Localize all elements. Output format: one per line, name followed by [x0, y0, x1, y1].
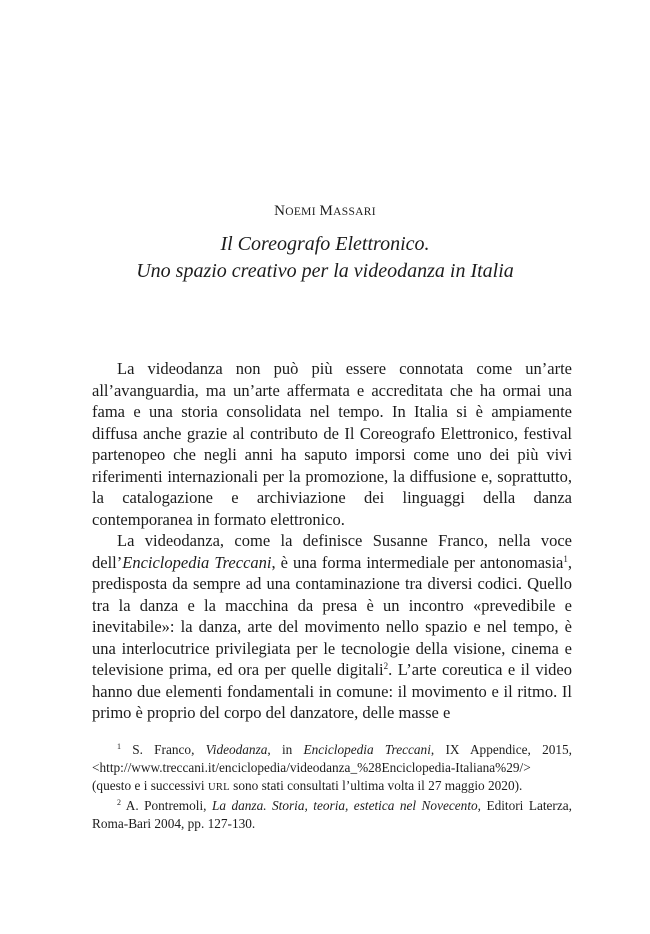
footnote-1-text-a: S. Franco, [132, 742, 206, 757]
footnote-1-url-abbrev: URL [207, 782, 230, 793]
chapter-title [0, 231, 650, 285]
footnote-1-italic-2: Enciclopedia Treccani [303, 742, 431, 757]
author-last-rest: ASSARI [333, 206, 376, 218]
paragraph-2-text-a: La videodanza, come la definisce Susanne Franco, nella voce dell’ [92, 531, 572, 572]
paragraph-2 [92, 530, 572, 724]
footnote-1-text-b: , in [267, 742, 304, 757]
footnote-2-italic: La danza. Storia, teoria, estetica nel Novecento [211, 798, 478, 813]
author-last-initial: M [319, 203, 334, 219]
footnotes [92, 741, 572, 833]
footnote-2-text-a: A. Pontremoli, [125, 798, 212, 813]
footnote-1-number: 1 [117, 742, 121, 751]
footnote-1-text-d: sono stati consultati l’ultima volta il 27 maggio 2020). [229, 778, 523, 793]
paragraph-1: La videodanza non può più essere connotata come un’arte all’avanguardia, ma un’arte affermata e accreditata che ha ormai una fama e una storia consolidata nel tempo. In Italia si è ampiamente diffusa anche grazie al contributo de Il Coreografo Elettronico, festival partenopeo che negli anni ha saputo imporsi come uno dei più vivi riferimenti internazionali per la promozione, la diffusione e, soprattutto, la catalogazione e archiviazione dei linguaggi della danza contemporanea in formato elettronico. [92, 359, 572, 529]
footnote-ref-1[interactable]: 1 [563, 553, 568, 564]
paragraph-2-text-d: . L’arte coreutica e il video hanno due elementi fondamentali in comune: il movimento e il ritmo. Il primo è proprio del corpo del danzatore, delle masse e [92, 660, 572, 722]
paragraph-2-text-b: , è una forma intermediale per antonomasia [271, 552, 564, 572]
footnote-2-text-b: , Editori Laterza, Roma-Bari 2004, pp. 127-130. [92, 798, 572, 831]
chapter-title-line-1: Il Coreografo Elettronico. [220, 233, 430, 255]
author-name [0, 203, 650, 220]
footnote-2 [92, 797, 572, 833]
footnote-1 [92, 741, 572, 797]
footnote-2-number: 2 [117, 798, 121, 807]
paragraph-2-italic-title: Enciclopedia Treccani [122, 552, 272, 572]
paragraph-2-text-c: , predisposta da sempre ad una contaminazione tra diversi codici. Quello tra la danza e la macchina da presa è un incontro «prevedibile e inevitabile»: la danza, arte del movimento nello spazio e nel tempo, è una interlocutrice privilegiata per le tecnologie della visione, cinema e televisione prima, ed ora per quelle digitali [92, 552, 572, 679]
author-first-initial: N [274, 203, 286, 219]
footnote-ref-2[interactable]: 2 [383, 661, 389, 671]
body-text [92, 358, 572, 724]
chapter-title-line-2: Uno spazio creativo per la videodanza in Italia [136, 260, 514, 282]
footnote-1-text-c: , IX Appendice, 2015, <http://www.treccani.it/enciclopedia/videodanza_%28Enciclopedia-Italiana%29/> (questo e i successivi [92, 742, 572, 793]
author-first-rest: OEMI [285, 206, 316, 218]
footnote-1-italic-1: Videodanza [205, 742, 268, 757]
